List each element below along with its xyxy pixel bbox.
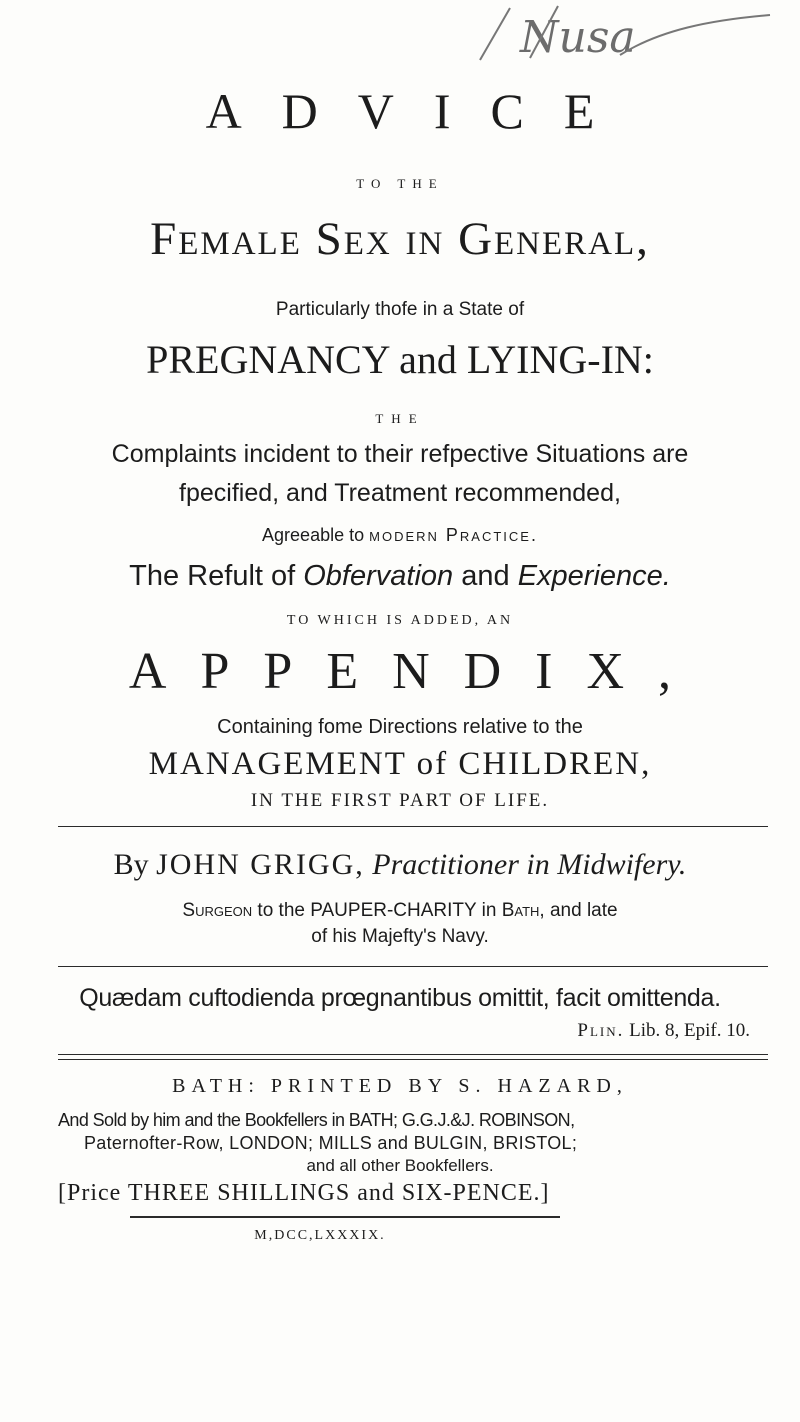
rule-3b [58,1059,768,1060]
particularly-line: Particularly thofe in a State of [275,299,525,320]
epigraph-source-ref: Lib. 8, Epif. 10. [629,1020,750,1041]
complaints-line-1: Complaints incident to their refpective Situations are [111,440,689,468]
rule-4 [130,1216,560,1218]
rule-2 [58,966,768,967]
result-observation: Obfervation [303,560,454,592]
heading-appendix: APPENDIX, [128,643,706,700]
surgeon-late: and late [549,900,618,921]
imprint-sold-2: Paternofter-Row, LONDON; MILLS and BULGIN, BRISTOL; [84,1133,578,1153]
imprint-sold-3: and all other Bookfellers. [306,1156,494,1175]
handwritten-signature [470,0,800,70]
imprint-printed: BATH: PRINTED BY S. HAZARD, [172,1075,628,1097]
imprint-sold-1: And Sold by him and the Bookfellers in BATH; G.G.J.&J. ROBINSON, [58,1110,575,1130]
containing-line: Containing fome Directions relative to the [217,716,583,738]
epigraph-quote: Quædam cuftodienda prœgnantibus omittit, facit omittenda. [79,984,721,1012]
epigraph-source [230,1020,750,1042]
result-prefix: The Refult of [129,560,296,592]
complaints-line-2: fpecified, and Treatment recommended, [179,479,621,507]
agreeable-line [0,525,800,546]
navy-line: of his Majefty's Navy. [311,926,489,947]
rule-1 [58,826,768,827]
imprint-date: M,DCC,LXXXIX. [254,1228,386,1243]
heading-female-sex: Female Sex in General, [150,213,650,265]
result-experience: Experience. [517,560,671,592]
heading-management: MANAGEMENT of CHILDREN, [148,746,652,782]
surgeon-bath: Bath, [501,900,545,921]
modern-practice: modern Practice. [369,525,538,545]
author-title: Practitioner in Midwifery. [372,848,687,881]
author-name: JOHN GRIGG, [156,848,365,881]
author-by: By [113,848,149,881]
result-and: and [461,560,510,592]
surgeon-rest: to the PAUPER-CHARITY in [257,900,497,921]
author-line [0,848,800,882]
first-part-line: IN THE FIRST PART OF LIFE. [250,790,550,811]
surgeon-label: Surgeon [182,900,253,921]
to-which-added: TO WHICH IS ADDED, AN [286,613,514,628]
result-line [0,560,800,593]
heading-pregnancy: PREGNANCY and LYING-IN: [146,337,654,382]
surgeon-line [0,900,800,922]
svg-text:Nusa: Nusa [520,12,636,63]
heading-advice: ADVICE [205,83,635,139]
epigraph-source-author: Plin. [577,1020,625,1041]
agreeable-prefix: Agreeable to [262,525,365,545]
to-the: TO THE [356,176,444,191]
imprint-price: [Price THREE SHILLINGS and SIX-PENCE.] [58,1180,550,1206]
rule-3a [58,1054,768,1055]
the-line: THE [375,411,425,426]
